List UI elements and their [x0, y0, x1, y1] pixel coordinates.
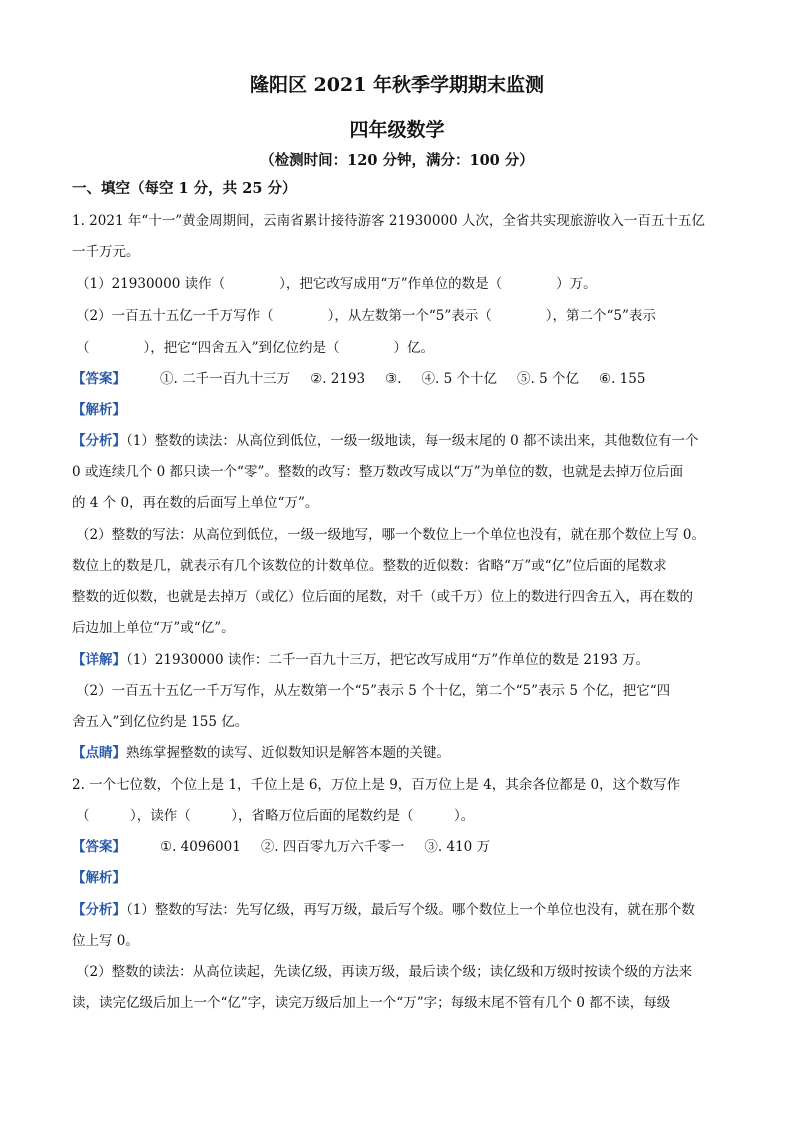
dianjing-text: 熟练掌握整数的读写、近似数知识是解答本题的关键。: [126, 745, 450, 761]
q1-xiangjie-line3: 舍五入”到亿位约是 155 亿。: [72, 714, 249, 730]
q1-fenxi-line7: 后边加上单位“万”或“亿”。: [72, 620, 235, 636]
fenxi-tag: 【分析】: [72, 433, 126, 449]
section-heading: 一、填空（每空 1 分，共 25 分）: [72, 180, 297, 197]
answer-item: ②. 四百零九万六千零一: [260, 839, 405, 855]
q1-stem-line2: 一千万元。: [72, 244, 140, 260]
dianjing-tag: 【点睛】: [72, 745, 126, 761]
page-title: 隆阳区 2021 年秋季学期期末监测: [249, 74, 545, 96]
q1-part2-line1: （2）一百五十五亿一千万写作（ ），从左数第一个“5”表示（ ），第二个“5”表示: [76, 308, 656, 324]
q1-fenxi-line3: 的 4 个 0，再在数的后面写上单位“万”。: [72, 495, 319, 511]
q1-dianjing: [72, 744, 732, 762]
q1-xiangjie-line1: [72, 651, 732, 669]
q1-fenxi-line1: [72, 432, 732, 450]
q2-answer-row: [72, 838, 732, 856]
q1-fenxi-line2: 0 或连续几个 0 都只读一个“零”。整数的改写：整万数改写成以“万”为单位的数，也就是去掉万位后面: [72, 464, 684, 480]
page-subtitle: 四年级数学: [349, 119, 445, 141]
answer-item: ④. 5 个十亿: [421, 371, 498, 387]
q2-stem-line1: 2. 一个七位数，个位上是 1，千位上是 6，万位上是 9，百万位上是 4，其余各位都是 0，这个数写作: [72, 777, 681, 793]
q2-fenxi-line4: 读，读完亿级后加上一个“亿”字，读完万级后加上一个“万”字；每级末尾不管有几个 0 都不读，每级: [72, 995, 671, 1011]
q1-answer-row: [72, 370, 732, 388]
q1-stem-line1: 1. 2021 年“十一”黄金周期间，云南省累计接待游客 21930000 人次，全省共实现旅游收入一百五十五亿: [72, 213, 705, 229]
q2-fenxi-line1: [72, 901, 732, 919]
q1-part1: （1）21930000 读作（ ），把它改写成用“万”作单位的数是（ ）万。: [76, 276, 597, 292]
fenxi-text: （1）整数的写法：先写亿级，再写万级，最后写个级。哪个数位上一个单位也没有，就在那个数: [126, 902, 695, 918]
fenxi-text: （1）整数的读法：从高位到低位，一级一级地读，每一级末尾的 0 都不读出来，其他数位有一个: [126, 433, 699, 449]
xiangjie-tag: 【详解】: [72, 652, 126, 668]
q1-answers: [160, 370, 665, 388]
q2-fenxi-line3: （2）整数的读法：从高位读起，先读亿级，再读万级，最后读个级；读亿级和万级时按读个级的方法来: [76, 964, 693, 980]
fenxi-tag: 【分析】: [72, 902, 126, 918]
answer-item: ②. 2193: [310, 371, 366, 387]
analysis-tag: 【解析】: [72, 870, 126, 886]
q1-fenxi-line4: （2）整数的写法：从高位到低位，一级一级地写，哪一个数位上一个单位也没有，就在那个数位上写 0。: [76, 527, 705, 543]
q2-stem-line2: （ ），读作（ ），省略万位后面的尾数约是（ ）。: [76, 808, 475, 824]
analysis-tag: 【解析】: [72, 402, 126, 418]
exam-info: （检测时间：120 分钟，满分：100 分）: [260, 152, 534, 169]
q2-answers: [160, 838, 510, 856]
answer-item: ①. 4096001: [160, 839, 241, 855]
answer-item: ①. 二千一百九十三万: [160, 371, 291, 387]
q1-part2-line2: （ ），把它“四舍五入”到亿位约是（ ）亿。: [76, 340, 435, 356]
answer-tag: 【答案】: [72, 371, 126, 387]
answer-item: ③. 410 万: [424, 839, 491, 855]
answer-item: ③.: [385, 371, 402, 387]
answer-tag: 【答案】: [72, 839, 126, 855]
q1-xiangjie-line2: （2）一百五十五亿一千万写作，从左数第一个“5”表示 5 个十亿，第二个“5”表示 5 个亿，把它“四: [76, 683, 671, 699]
q2-fenxi-line2: 位上写 0。: [72, 933, 139, 949]
answer-item: ⑤. 5 个亿: [517, 371, 579, 387]
answer-item: ⑥. 155: [598, 371, 646, 387]
q1-fenxi-line5: 数位上的数是几，就表示有几个该数位的计数单位。整数的近似数：省略“万”或“亿”位后面的尾数求: [72, 558, 667, 574]
xiangjie-text: （1）21930000 读作：二千一百九十三万，把它改写成用“万”作单位的数是 2193 万。: [126, 652, 650, 668]
q1-fenxi-line6: 整数的近似数，也就是去掉万（或亿）位后面的尾数，对千（或千万）位上的数进行四舍五入，再在数的: [72, 589, 693, 605]
